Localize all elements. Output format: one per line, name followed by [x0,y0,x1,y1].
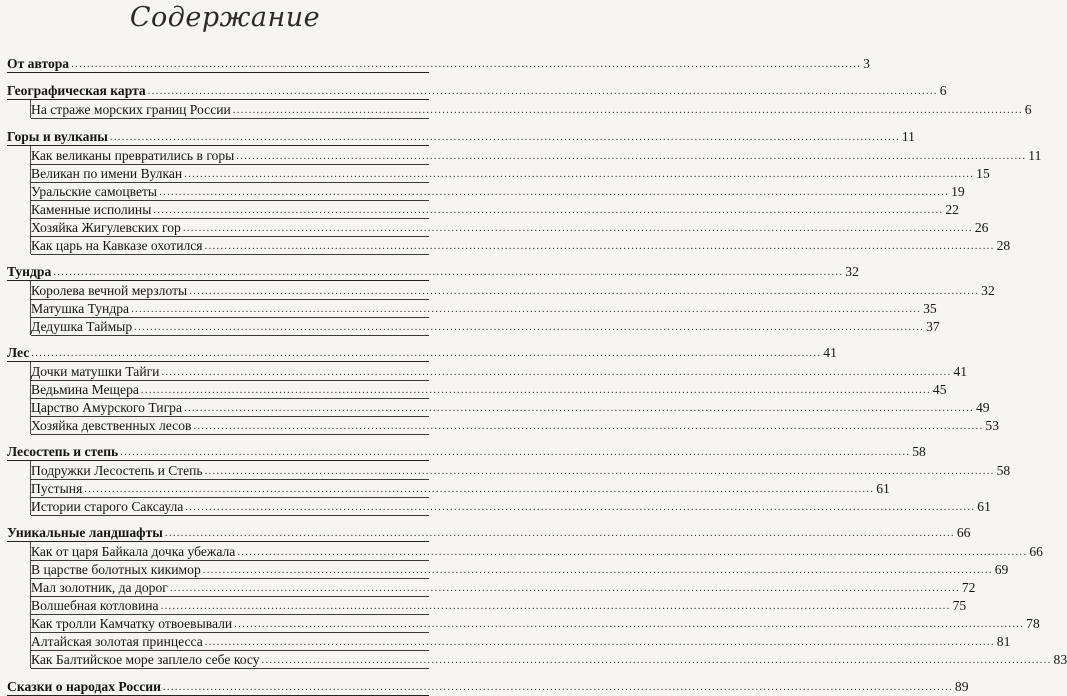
toc-page-number: 6 [939,83,947,98]
toc-subentry[interactable] [31,220,989,237]
toc-subentry[interactable] [31,463,1011,480]
dot-leader: ........................................................................................................................................................................................................ [232,104,1023,116]
section-bracket-line [30,362,31,434]
section-bracket-line [30,461,31,515]
dot-leader: ........................................................................................................................................................................................................ [140,384,931,396]
dot-leader: ........................................................................................................................................................................................................ [164,527,955,539]
toc-subentry[interactable] [31,400,990,417]
toc-entry-title: Мал золотник, да дорог [31,580,168,595]
toc-page-number: 32 [981,283,995,298]
toc-page-number: 53 [985,418,999,433]
toc-entry-title: Как Балтийское море заплело себе косу [31,652,260,667]
toc-entry-title: Великан по имени Вулкан [31,166,183,181]
toc-page-number: 41 [823,345,837,360]
dot-leader: ........................................................................................................................................................................................................ [204,465,995,477]
toc-entry-title: Царство Амурского Тигра [31,400,182,415]
dot-leader: ........................................................................................................................................................................................................ [193,420,984,432]
toc-entry-title: От автора [7,56,70,71]
toc-page-number: 78 [1026,616,1040,631]
toc-entry-title: Уральские самоцветы [31,184,158,199]
dot-leader: ........................................................................................................................................................................................................ [236,150,1027,162]
toc-page-number: 26 [974,220,989,235]
dot-leader: ........................................................................................................................................................................................................ [261,654,1052,666]
toc-section-entry[interactable] [7,83,947,100]
toc-page-number: 49 [975,400,990,415]
toc-page-number: 58 [996,463,1011,478]
toc-subentry[interactable] [31,562,1009,579]
toc-subentry[interactable] [31,166,990,183]
toc-page-number: 61 [876,481,890,496]
toc-subentry[interactable] [31,598,967,615]
toc-entry-title: Тундра [7,264,52,279]
toc-entry-title: Хозяйка девственных лесов [31,418,192,433]
toc-subentry[interactable] [31,418,999,435]
toc-subentry[interactable] [31,616,1040,633]
toc-subentry[interactable] [31,283,995,300]
toc-entry-title: Подружки Лесостепь и Степь [31,463,203,478]
dot-leader: ........................................................................................................................................................................................................ [84,483,875,495]
toc-entry-title: Сказки о народах России [7,679,161,694]
toc-section-entry[interactable] [7,679,969,696]
toc-page-number: 28 [996,238,1011,253]
dot-leader: ........................................................................................................................................................................................................ [109,131,900,143]
dot-leader: ........................................................................................................................................................................................................ [147,85,938,97]
toc-subentry[interactable] [31,238,1011,255]
section-bracket-line [30,281,31,335]
toc-page-number: 11 [1028,148,1042,163]
toc-page-number: 69 [994,562,1009,577]
toc-section-entry[interactable] [7,264,859,281]
dot-leader: ........................................................................................................................................................................................................ [160,600,951,612]
dot-leader: ........................................................................................................................................................................................................ [153,204,944,216]
toc-section-entry[interactable] [7,129,915,146]
section-bracket-line [30,542,31,668]
toc-page-number: 41 [953,364,968,379]
section-bracket-line [30,100,31,118]
section-bracket-line [30,146,31,254]
dot-leader: ........................................................................................................................................................................................................ [204,240,995,252]
page-title: Содержание [129,2,321,33]
dot-leader: ........................................................................................................................................................................................................ [183,402,974,414]
toc-subentry[interactable] [31,382,947,399]
dot-leader: ........................................................................................................................................................................................................ [131,303,922,315]
dot-leader: ........................................................................................................................................................................................................ [204,636,995,648]
toc-subentry[interactable] [31,364,968,381]
toc-entry-title: Уникальные ландшафты [7,525,163,540]
toc-page-number: 72 [961,580,976,595]
toc-subentry[interactable] [31,652,1067,669]
toc-entry-title: Пустыня [31,481,83,496]
dot-leader: ........................................................................................................................................................................................................ [71,58,862,70]
toc-subentry[interactable] [31,319,940,336]
dot-leader: ........................................................................................................................................................................................................ [162,681,953,693]
toc-entry-title: Лесостепь и степь [7,444,119,459]
toc-page-number: 58 [912,444,926,459]
dot-leader: ........................................................................................................................................................................................................ [31,347,822,359]
toc-section-entry[interactable] [7,56,870,73]
toc-page-number: 66 [956,525,971,540]
toc-page-number: 81 [996,634,1011,649]
dot-leader: ........................................................................................................................................................................................................ [53,266,844,278]
dot-leader: ........................................................................................................................................................................................................ [120,446,911,458]
dot-leader: ........................................................................................................................................................................................................ [237,546,1028,558]
toc-page-number: 83 [1053,652,1067,667]
toc-page-number: 32 [845,264,859,279]
toc-page-number: 61 [977,499,991,514]
toc-subentry[interactable] [31,301,937,318]
toc-entry-title: Истории старого Саксаула [31,499,184,514]
toc-entry-title: В царстве болотных кикимор [31,562,201,577]
toc-entry-title: Как великаны превратились в горы [31,148,235,163]
toc-subentry[interactable] [31,102,1032,119]
toc-entry-title: Королева вечной мерзлоты [31,283,188,298]
toc-page-number: 45 [932,382,947,397]
dot-leader: ........................................................................................................................................................................................................ [185,501,976,513]
dot-leader: ........................................................................................................................................................................................................ [234,618,1025,630]
toc-page-number: 22 [945,202,959,217]
toc-page-number: 11 [901,129,915,144]
toc-page-number: 89 [954,679,969,694]
toc-entry-title: Лес [7,345,30,360]
toc-section-entry[interactable] [7,345,837,362]
toc-subentry[interactable] [31,481,890,498]
toc-entry-title: Матушка Тундра [31,301,130,316]
toc-subentry[interactable] [31,499,991,516]
toc-subentry[interactable] [31,202,959,219]
toc-entry-title: Ведьмина Мещера [31,382,139,397]
dot-leader: ........................................................................................................................................................................................................ [202,564,993,576]
toc-page-number: 75 [952,598,967,613]
toc-entry-title: Как от царя Байкала дочка убежала [31,544,236,559]
toc-page-number: 66 [1029,544,1043,559]
toc-page-number: 35 [923,301,937,316]
toc-section-entry[interactable] [7,525,971,542]
toc-entry-title: Горы и вулканы [7,129,108,144]
toc-page-number: 19 [951,184,965,199]
toc-entry-title: Хозяйка Жигулевских гор [31,220,181,235]
dot-leader: ........................................................................................................................................................................................................ [184,168,975,180]
toc-entry-title: Алтайская золотая принцесса [31,634,203,649]
dot-leader: ........................................................................................................................................................................................................ [134,321,925,333]
toc-page-number: 6 [1024,102,1032,117]
toc-entry-title: Как царь на Кавказе охотился [31,238,203,253]
toc-subentry[interactable] [31,148,1042,165]
dot-leader: ........................................................................................................................................................................................................ [182,222,973,234]
dot-leader: ........................................................................................................................................................................................................ [159,186,950,198]
toc-page-number: 3 [863,56,870,71]
toc-entry-title: Дочки матушки Тайги [31,364,160,379]
toc-entry-title: На страже морских границ России [31,102,231,117]
toc-entry-title: Каменные исполины [31,202,152,217]
dot-leader: ........................................................................................................................................................................................................ [169,582,960,594]
toc-subentry[interactable] [31,544,1043,561]
dot-leader: ........................................................................................................................................................................................................ [161,366,952,378]
toc-page-number: 15 [976,166,990,181]
toc-entry-title: Как тролли Камчатку отвоевывали [31,616,233,631]
dot-leader: ........................................................................................................................................................................................................ [189,285,980,297]
toc-section-entry[interactable] [7,444,926,461]
toc-entry-title: Волшебная котловина [31,598,159,613]
toc-page-number: 37 [926,319,940,334]
toc-entry-title: Географическая карта [7,83,146,98]
toc-subentry[interactable] [31,184,965,201]
toc-subentry[interactable] [31,634,1011,651]
toc-subentry[interactable] [31,580,976,597]
toc-entry-title: Дедушка Таймыр [31,319,133,334]
